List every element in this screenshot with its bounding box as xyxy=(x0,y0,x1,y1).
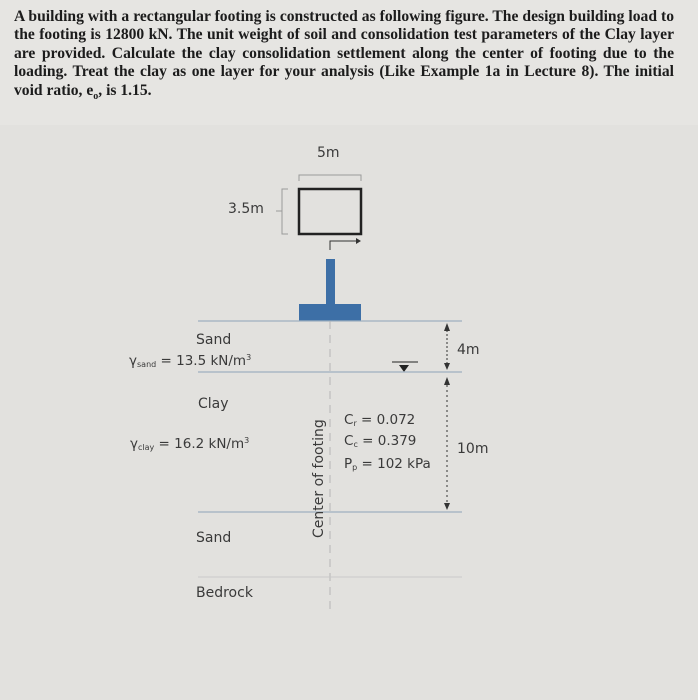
cr-value: $C_r = 0.072$ xyxy=(344,412,416,428)
width-dimension-bracket xyxy=(299,175,361,181)
problem-text: A building with a rectangular footing is constructed as following figure. The design building load to the footing is 12800 kN. The unit weight of soil and consolidation test parameters of the Clay layer are provided. Calculate the clay consolidation settlement along the center of footing due to the loading. Treat the clay as one layer for your analysis (Like Example 1a in Lecture 8). The initial void ratio, $e_o$, is 1.15. xyxy=(14,8,674,102)
column xyxy=(326,259,335,305)
footing-plan-rect xyxy=(299,189,361,234)
pp-value: $P_p = 102$ kPa xyxy=(344,456,431,472)
center-of-footing-label: Center of footing xyxy=(311,419,327,538)
footing-width-label: 5m xyxy=(317,145,340,161)
clay-unit-weight: $\gamma_{clay} = 16.2$ $kN/m^3$ xyxy=(130,436,250,452)
length-dimension-bracket xyxy=(282,189,288,234)
bedrock-label: Bedrock xyxy=(196,585,253,601)
sand-unit-weight: $\gamma_{sand} = 13.5$ $kN/m^3$ xyxy=(129,353,252,369)
clay-label: Clay xyxy=(198,396,229,412)
sand-thickness-label: 4m xyxy=(457,342,480,358)
cc-value: $C_c = 0.379$ xyxy=(344,433,417,449)
sand-bottom-label: Sand xyxy=(196,530,232,546)
direction-arrow xyxy=(330,241,356,250)
water-table-symbol xyxy=(399,365,409,372)
footing-section xyxy=(299,304,361,321)
footing-length-label: 3.5m xyxy=(228,201,264,217)
sand-top-label: Sand xyxy=(196,332,232,348)
clay-thickness-label: 10m xyxy=(457,441,489,457)
